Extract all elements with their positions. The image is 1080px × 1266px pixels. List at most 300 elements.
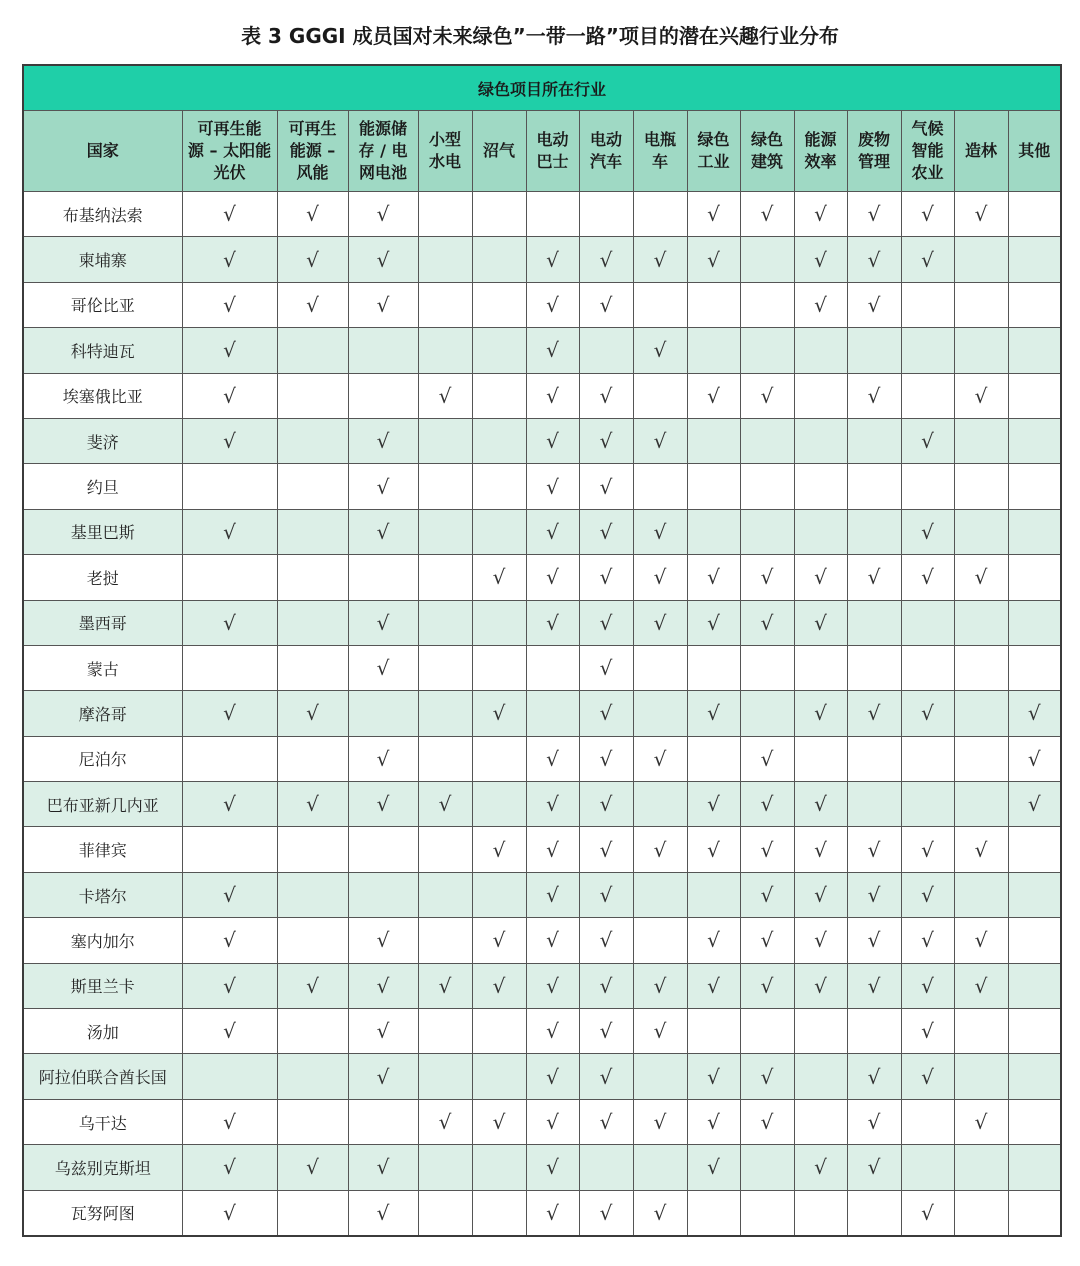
- empty-cell: [901, 1099, 954, 1144]
- empty-cell: [633, 1145, 687, 1190]
- check-mark-cell: √: [579, 600, 633, 645]
- empty-cell: [182, 464, 277, 509]
- empty-cell: [1008, 1009, 1061, 1054]
- sector-header-line: 智能: [911, 141, 944, 160]
- empty-cell: [418, 418, 472, 463]
- empty-cell: [901, 736, 954, 781]
- sector-header-line: 废物: [857, 130, 890, 149]
- check-mark-cell: √: [633, 963, 687, 1008]
- country-cell: 阿拉伯联合酋长国: [23, 1054, 182, 1099]
- empty-cell: [1008, 600, 1061, 645]
- table-row: [23, 1145, 1061, 1190]
- check-mark-cell: √: [472, 555, 526, 600]
- empty-cell: [182, 645, 277, 690]
- check-mark-cell: √: [348, 464, 418, 509]
- check-mark-cell: √: [182, 1145, 277, 1190]
- check-mark-cell: √: [526, 1190, 579, 1236]
- check-mark-cell: √: [847, 918, 901, 963]
- check-mark-cell: √: [526, 555, 579, 600]
- check-mark-cell: √: [954, 373, 1008, 418]
- check-mark-cell: √: [526, 963, 579, 1008]
- check-mark-cell: √: [418, 782, 472, 827]
- check-mark-cell: √: [847, 1054, 901, 1099]
- empty-cell: [472, 1190, 526, 1236]
- check-mark-cell: √: [687, 373, 740, 418]
- empty-cell: [633, 373, 687, 418]
- sector-header-line: 电动: [536, 130, 569, 149]
- empty-cell: [633, 918, 687, 963]
- sector-column-header: [418, 111, 472, 192]
- check-mark-cell: √: [633, 1009, 687, 1054]
- empty-cell: [633, 782, 687, 827]
- check-mark-cell: √: [901, 1054, 954, 1099]
- check-mark-cell: √: [847, 963, 901, 1008]
- empty-cell: [954, 1190, 1008, 1236]
- empty-cell: [1008, 1145, 1061, 1190]
- check-mark-cell: √: [579, 872, 633, 917]
- check-mark-cell: √: [526, 1145, 579, 1190]
- empty-cell: [794, 328, 847, 373]
- empty-cell: [277, 736, 348, 781]
- empty-cell: [418, 736, 472, 781]
- empty-cell: [277, 328, 348, 373]
- check-mark-cell: √: [794, 237, 847, 282]
- check-mark-cell: √: [794, 600, 847, 645]
- check-mark-cell: √: [277, 691, 348, 736]
- empty-cell: [277, 509, 348, 554]
- empty-cell: [472, 600, 526, 645]
- table-row: [23, 600, 1061, 645]
- empty-cell: [794, 464, 847, 509]
- empty-cell: [526, 691, 579, 736]
- check-mark-cell: √: [579, 373, 633, 418]
- check-mark-cell: √: [740, 963, 794, 1008]
- sector-header-line: 建筑: [750, 152, 783, 171]
- check-mark-cell: √: [847, 1145, 901, 1190]
- sector-header-line: 可再生能: [197, 119, 262, 138]
- check-mark-cell: √: [954, 918, 1008, 963]
- empty-cell: [633, 872, 687, 917]
- country-cell: 科特迪瓦: [23, 328, 182, 373]
- country-column-header: 国家: [23, 111, 182, 192]
- check-mark-cell: √: [182, 1009, 277, 1054]
- check-mark-cell: √: [526, 600, 579, 645]
- empty-cell: [954, 1054, 1008, 1099]
- table-row: [23, 418, 1061, 463]
- empty-cell: [954, 509, 1008, 554]
- empty-cell: [472, 192, 526, 237]
- empty-cell: [277, 1054, 348, 1099]
- country-cell: 柬埔寨: [23, 237, 182, 282]
- check-mark-cell: √: [579, 509, 633, 554]
- check-mark-cell: √: [348, 918, 418, 963]
- check-mark-cell: √: [687, 555, 740, 600]
- sector-header-line: 源 – 太阳能: [187, 141, 272, 160]
- country-cell: 斐济: [23, 418, 182, 463]
- table-row: [23, 373, 1061, 418]
- sector-header-line: 风能: [296, 163, 329, 182]
- check-mark-cell: √: [526, 782, 579, 827]
- check-mark-cell: √: [182, 418, 277, 463]
- empty-cell: [954, 872, 1008, 917]
- empty-cell: [418, 328, 472, 373]
- empty-cell: [348, 328, 418, 373]
- empty-cell: [182, 1054, 277, 1099]
- empty-cell: [687, 509, 740, 554]
- check-mark-cell: √: [526, 736, 579, 781]
- empty-cell: [633, 192, 687, 237]
- check-mark-cell: √: [418, 963, 472, 1008]
- check-mark-cell: √: [348, 1145, 418, 1190]
- check-mark-cell: √: [687, 600, 740, 645]
- check-mark-cell: √: [182, 691, 277, 736]
- empty-cell: [633, 282, 687, 327]
- country-cell: 乌干达: [23, 1099, 182, 1144]
- empty-cell: [740, 509, 794, 554]
- check-mark-cell: √: [687, 963, 740, 1008]
- table-title: 表 3 GGGI 成员国对未来绿色”一带一路”项目的潜在兴趣行业分布: [241, 24, 839, 48]
- empty-cell: [348, 555, 418, 600]
- empty-cell: [687, 872, 740, 917]
- empty-cell: [901, 782, 954, 827]
- table-row: [23, 1099, 1061, 1144]
- empty-cell: [901, 282, 954, 327]
- empty-cell: [847, 1190, 901, 1236]
- check-mark-cell: √: [954, 555, 1008, 600]
- empty-cell: [954, 736, 1008, 781]
- check-mark-cell: √: [847, 192, 901, 237]
- check-mark-cell: √: [740, 373, 794, 418]
- empty-cell: [847, 600, 901, 645]
- empty-cell: [954, 691, 1008, 736]
- empty-cell: [277, 418, 348, 463]
- check-mark-cell: √: [182, 237, 277, 282]
- empty-cell: [418, 600, 472, 645]
- empty-cell: [579, 328, 633, 373]
- empty-cell: [954, 782, 1008, 827]
- empty-cell: [1008, 373, 1061, 418]
- check-mark-cell: √: [418, 1099, 472, 1144]
- check-mark-cell: √: [579, 782, 633, 827]
- empty-cell: [794, 736, 847, 781]
- check-mark-cell: √: [954, 963, 1008, 1008]
- check-mark-cell: √: [847, 1099, 901, 1144]
- check-mark-cell: √: [740, 827, 794, 872]
- table-row: [23, 1009, 1061, 1054]
- sector-column-header: [277, 111, 348, 192]
- empty-cell: [633, 645, 687, 690]
- empty-cell: [418, 192, 472, 237]
- empty-cell: [633, 691, 687, 736]
- table-row: [23, 464, 1061, 509]
- check-mark-cell: √: [901, 963, 954, 1008]
- check-mark-cell: √: [794, 918, 847, 963]
- check-mark-cell: √: [633, 418, 687, 463]
- check-mark-cell: √: [740, 1099, 794, 1144]
- check-mark-cell: √: [472, 827, 526, 872]
- empty-cell: [472, 872, 526, 917]
- check-mark-cell: √: [901, 691, 954, 736]
- check-mark-cell: √: [740, 192, 794, 237]
- empty-cell: [847, 509, 901, 554]
- empty-cell: [740, 691, 794, 736]
- table-row: [23, 555, 1061, 600]
- empty-cell: [1008, 328, 1061, 373]
- sector-header-line: 农业: [911, 163, 944, 182]
- check-mark-cell: √: [794, 827, 847, 872]
- sector-header-line: 电动: [589, 130, 622, 149]
- empty-cell: [794, 509, 847, 554]
- empty-cell: [472, 373, 526, 418]
- check-mark-cell: √: [901, 555, 954, 600]
- sector-header-line: 电瓶: [643, 130, 676, 149]
- empty-cell: [794, 1009, 847, 1054]
- sector-header-line: 水电: [428, 152, 461, 171]
- table-row: [23, 872, 1061, 917]
- table-row: [23, 1054, 1061, 1099]
- sector-column-header: [182, 111, 277, 192]
- country-cell: 埃塞俄比亚: [23, 373, 182, 418]
- table-row: [23, 963, 1061, 1008]
- check-mark-cell: √: [579, 555, 633, 600]
- table-row: [23, 782, 1061, 827]
- empty-cell: [1008, 827, 1061, 872]
- check-mark-cell: √: [901, 827, 954, 872]
- table-row: [23, 691, 1061, 736]
- empty-cell: [687, 645, 740, 690]
- check-mark-cell: √: [182, 600, 277, 645]
- check-mark-cell: √: [794, 963, 847, 1008]
- check-mark-cell: √: [472, 691, 526, 736]
- check-mark-cell: √: [847, 282, 901, 327]
- sector-column-header: [633, 111, 687, 192]
- empty-cell: [901, 328, 954, 373]
- country-cell: 摩洛哥: [23, 691, 182, 736]
- check-mark-cell: √: [182, 918, 277, 963]
- check-mark-cell: √: [633, 827, 687, 872]
- empty-cell: [794, 1190, 847, 1236]
- sector-header-line: 工业: [697, 152, 730, 171]
- check-mark-cell: √: [277, 782, 348, 827]
- check-mark-cell: √: [526, 872, 579, 917]
- empty-cell: [1008, 645, 1061, 690]
- empty-cell: [687, 464, 740, 509]
- check-mark-cell: √: [740, 872, 794, 917]
- empty-cell: [348, 827, 418, 872]
- empty-cell: [901, 464, 954, 509]
- empty-cell: [472, 282, 526, 327]
- check-mark-cell: √: [847, 373, 901, 418]
- check-mark-cell: √: [687, 1145, 740, 1190]
- check-mark-cell: √: [794, 282, 847, 327]
- check-mark-cell: √: [847, 691, 901, 736]
- empty-cell: [794, 645, 847, 690]
- empty-cell: [472, 328, 526, 373]
- empty-cell: [1008, 509, 1061, 554]
- empty-cell: [418, 1190, 472, 1236]
- empty-cell: [1008, 918, 1061, 963]
- country-cell: 蒙古: [23, 645, 182, 690]
- check-mark-cell: √: [579, 464, 633, 509]
- empty-cell: [277, 645, 348, 690]
- check-mark-cell: √: [348, 645, 418, 690]
- empty-cell: [526, 645, 579, 690]
- empty-cell: [954, 464, 1008, 509]
- table-row: [23, 328, 1061, 373]
- country-cell: 卡塔尔: [23, 872, 182, 917]
- sector-header-line: 汽车: [589, 152, 622, 171]
- empty-cell: [687, 1009, 740, 1054]
- check-mark-cell: √: [526, 1009, 579, 1054]
- check-mark-cell: √: [472, 918, 526, 963]
- country-cell: 基里巴斯: [23, 509, 182, 554]
- sector-header-line: 绿色: [697, 130, 730, 149]
- check-mark-cell: √: [579, 918, 633, 963]
- empty-cell: [847, 782, 901, 827]
- check-mark-cell: √: [182, 509, 277, 554]
- empty-cell: [182, 555, 277, 600]
- empty-cell: [277, 1190, 348, 1236]
- check-mark-cell: √: [348, 237, 418, 282]
- empty-cell: [277, 872, 348, 917]
- check-mark-cell: √: [526, 827, 579, 872]
- table-row: [23, 918, 1061, 963]
- check-mark-cell: √: [633, 736, 687, 781]
- empty-cell: [472, 418, 526, 463]
- empty-cell: [954, 645, 1008, 690]
- country-cell: 哥伦比亚: [23, 282, 182, 327]
- empty-cell: [847, 736, 901, 781]
- check-mark-cell: √: [348, 1190, 418, 1236]
- check-mark-cell: √: [740, 600, 794, 645]
- check-mark-cell: √: [579, 282, 633, 327]
- check-mark-cell: √: [579, 645, 633, 690]
- table-row: [23, 509, 1061, 554]
- empty-cell: [901, 600, 954, 645]
- check-mark-cell: √: [348, 282, 418, 327]
- check-mark-cell: √: [633, 328, 687, 373]
- sector-header-line: 巴士: [536, 152, 569, 171]
- sector-column-header: [847, 111, 901, 192]
- check-mark-cell: √: [348, 736, 418, 781]
- empty-cell: [418, 509, 472, 554]
- check-mark-cell: √: [579, 1054, 633, 1099]
- empty-cell: [1008, 1054, 1061, 1099]
- empty-cell: [277, 373, 348, 418]
- sector-header-line: 网电池: [358, 163, 407, 182]
- empty-cell: [1008, 418, 1061, 463]
- empty-cell: [847, 418, 901, 463]
- country-cell: 布基纳法索: [23, 192, 182, 237]
- check-mark-cell: √: [847, 872, 901, 917]
- sector-header-line: 车: [651, 152, 668, 171]
- sector-header-line: 效率: [804, 152, 837, 171]
- country-cell: 约旦: [23, 464, 182, 509]
- check-mark-cell: √: [277, 192, 348, 237]
- check-mark-cell: √: [579, 418, 633, 463]
- empty-cell: [579, 1145, 633, 1190]
- empty-cell: [472, 1054, 526, 1099]
- empty-cell: [526, 192, 579, 237]
- empty-cell: [277, 555, 348, 600]
- empty-cell: [472, 645, 526, 690]
- empty-cell: [472, 782, 526, 827]
- check-mark-cell: √: [472, 963, 526, 1008]
- check-mark-cell: √: [740, 782, 794, 827]
- empty-cell: [954, 600, 1008, 645]
- empty-cell: [740, 237, 794, 282]
- country-cell: 塞内加尔: [23, 918, 182, 963]
- empty-cell: [418, 645, 472, 690]
- check-mark-cell: √: [526, 237, 579, 282]
- check-mark-cell: √: [579, 827, 633, 872]
- table-row: [23, 282, 1061, 327]
- empty-cell: [418, 827, 472, 872]
- country-cell: 墨西哥: [23, 600, 182, 645]
- check-mark-cell: √: [579, 237, 633, 282]
- empty-cell: [794, 1054, 847, 1099]
- empty-cell: [847, 464, 901, 509]
- empty-cell: [1008, 963, 1061, 1008]
- empty-cell: [687, 328, 740, 373]
- check-mark-cell: √: [348, 1009, 418, 1054]
- check-mark-cell: √: [954, 827, 1008, 872]
- check-mark-cell: √: [901, 1009, 954, 1054]
- sector-header-line: 管理: [857, 152, 890, 171]
- check-mark-cell: √: [526, 373, 579, 418]
- check-mark-cell: √: [182, 1099, 277, 1144]
- check-mark-cell: √: [182, 963, 277, 1008]
- check-mark-cell: √: [794, 555, 847, 600]
- empty-cell: [1008, 192, 1061, 237]
- empty-cell: [954, 328, 1008, 373]
- check-mark-cell: √: [633, 1190, 687, 1236]
- empty-cell: [954, 418, 1008, 463]
- check-mark-cell: √: [687, 192, 740, 237]
- table-row: [23, 645, 1061, 690]
- check-mark-cell: √: [687, 918, 740, 963]
- check-mark-cell: √: [633, 600, 687, 645]
- empty-cell: [740, 645, 794, 690]
- empty-cell: [740, 464, 794, 509]
- check-mark-cell: √: [526, 509, 579, 554]
- check-mark-cell: √: [687, 1099, 740, 1144]
- check-mark-cell: √: [526, 918, 579, 963]
- empty-cell: [472, 464, 526, 509]
- empty-cell: [418, 1145, 472, 1190]
- sector-column-header: [794, 111, 847, 192]
- sector-header-line: 小型: [428, 130, 461, 149]
- empty-cell: [418, 1009, 472, 1054]
- check-mark-cell: √: [1008, 736, 1061, 781]
- check-mark-cell: √: [687, 782, 740, 827]
- empty-cell: [1008, 237, 1061, 282]
- check-mark-cell: √: [794, 1145, 847, 1190]
- check-mark-cell: √: [794, 782, 847, 827]
- empty-cell: [687, 736, 740, 781]
- sector-column-header: [687, 111, 740, 192]
- empty-cell: [277, 827, 348, 872]
- empty-cell: [633, 464, 687, 509]
- empty-cell: [418, 872, 472, 917]
- check-mark-cell: √: [526, 418, 579, 463]
- country-cell: 斯里兰卡: [23, 963, 182, 1008]
- empty-cell: [277, 600, 348, 645]
- check-mark-cell: √: [348, 600, 418, 645]
- sector-column-header: [901, 111, 954, 192]
- empty-cell: [740, 328, 794, 373]
- check-mark-cell: √: [526, 1099, 579, 1144]
